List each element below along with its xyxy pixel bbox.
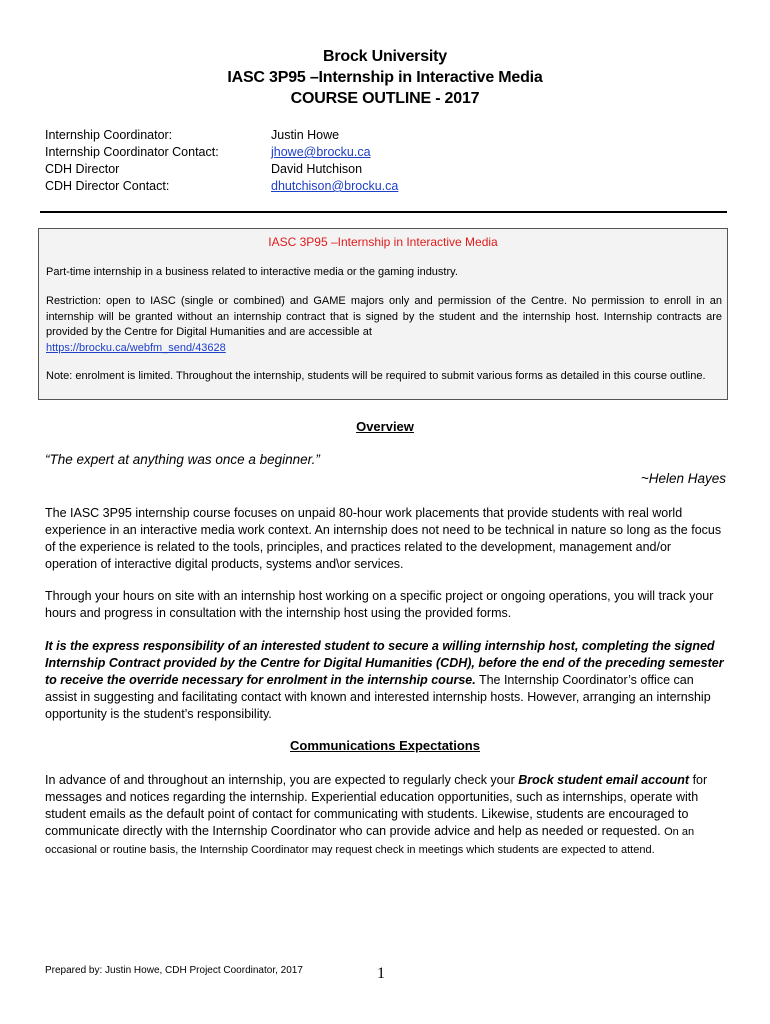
contact-row bbox=[45, 144, 398, 161]
divider bbox=[40, 211, 727, 213]
contact-row bbox=[45, 178, 398, 195]
coordinator-email-link[interactable]: jhowe@brocku.ca bbox=[271, 145, 371, 159]
document-header bbox=[0, 46, 770, 109]
box-title: IASC 3P95 –Internship in Interactive Media bbox=[268, 235, 498, 249]
contact-value: Justin Howe bbox=[271, 128, 340, 142]
overview-paragraph-3: It is the express responsibility of an interested student to secure a willing internship host, completing the signed Internship Contract provided by the Centre for Digital Humanities (CDH), before the end of the preceding semester to receive the override necessary for enrolment in the internship course. The Internship Coordinator’s office can assist in suggesting and facilitating contact with known and interested internship hosts. However, arranging an internship opportunity is the student’s responsibility. bbox=[45, 639, 724, 721]
university-title: Brock University bbox=[323, 48, 447, 65]
overview-heading: Overview bbox=[356, 419, 414, 434]
course-description: Part-time internship in a business related to interactive media or the gaming industry. bbox=[46, 266, 458, 278]
contact-label: Internship Coordinator Contact: bbox=[45, 145, 219, 159]
course-restriction: Restriction: open to IASC (single or combined) and GAME majors only and permission of the Centre. No permission to enroll in an internship will be granted without an internship contract that is signed by the student and the internship host. Internship contracts are provided by the Centre for Digital Humanities and are accessible at https://brocku.ca/webfm_send/43628 bbox=[46, 295, 722, 354]
contact-label: CDH Director Contact: bbox=[45, 179, 170, 193]
course-info-box bbox=[38, 228, 728, 400]
course-note: Note: enrolment is limited. Throughout the internship, students will be required to submit various forms as detailed in this course outline. bbox=[46, 370, 706, 382]
overview-paragraph-2: Through your hours on site with an internship host working on a specific project or ongoing operations, you will track your hours and progress in consultation with the internship host using the provided forms. bbox=[45, 589, 714, 620]
contact-row bbox=[45, 127, 398, 144]
course-title: IASC 3P95 –Internship in Interactive Media bbox=[227, 69, 543, 86]
quote-author: ~Helen Hayes bbox=[640, 471, 726, 486]
contact-row bbox=[45, 161, 398, 178]
prepared-by-footer: Prepared by: Justin Howe, CDH Project Coordinator, 2017 bbox=[45, 965, 303, 976]
contact-label: Internship Coordinator: bbox=[45, 128, 173, 142]
outline-title: COURSE OUTLINE - 2017 bbox=[290, 90, 480, 107]
communications-heading: Communications Expectations bbox=[290, 738, 480, 753]
contact-value: David Hutchison bbox=[271, 162, 363, 176]
director-email-link[interactable]: dhutchison@brocku.ca bbox=[271, 179, 399, 193]
communications-paragraph: In advance of and throughout an internship, you are expected to regularly check your Brock student email account for messages and notices regarding the internship. Experiential education opportunities, such as internships, operate with student emails as the default point of contact for communicating with students. Likewise, students are encouraged to communicate directly with the Internship Coordinator who can provide advice and help as needed or requested. On an occasional or routine basis, the Internship Coordinator may request check in meetings which students are expected to attend. bbox=[45, 773, 708, 856]
page-number: 1 bbox=[377, 965, 385, 982]
overview-paragraph-1: The IASC 3P95 internship course focuses on unpaid 80-hour work placements that provide students with real world experience in an interactive media work context. An internship does not need to be technical in nature so long as the focus of the experience is related to the tools, principles, and practices related to the development, management and/or operation of interactive digital products, systems and\or services. bbox=[45, 506, 722, 571]
quote-text: “The expert at anything was once a beginner.” bbox=[45, 452, 320, 467]
contacts-table bbox=[45, 127, 398, 195]
contact-label: CDH Director bbox=[45, 162, 120, 176]
contract-url-link[interactable]: https://brocku.ca/webfm_send/43628 bbox=[46, 341, 226, 354]
